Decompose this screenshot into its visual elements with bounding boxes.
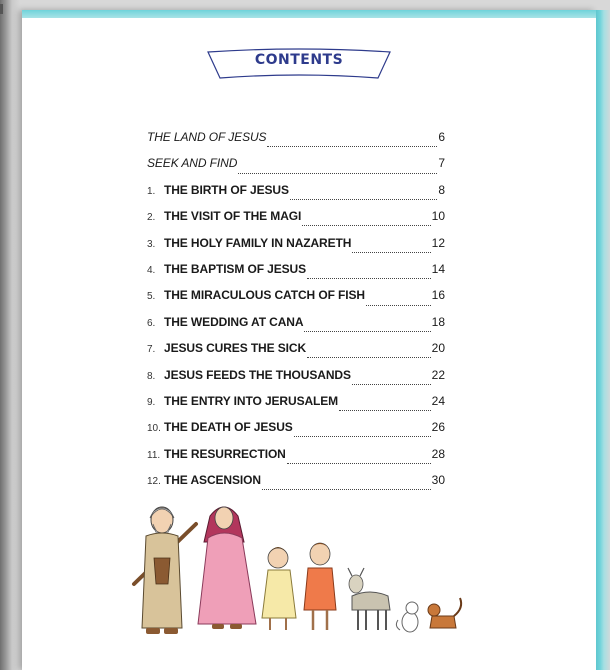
toc-entry-number: 6.	[147, 317, 156, 329]
toc-entry-title: THE BIRTH OF JESUS	[164, 182, 289, 197]
toc-entry[interactable]	[147, 473, 445, 499]
toc-entry[interactable]	[147, 368, 445, 394]
toc-leader-dots	[352, 243, 430, 253]
toc-entry-page: 6	[438, 130, 445, 144]
toc-entry-number: 11.	[147, 449, 161, 461]
toc-entry-title: THE WEDDING AT CANA	[164, 314, 304, 329]
toc-entry-page: 10	[431, 209, 445, 224]
toc-entry-number: 8.	[147, 370, 156, 382]
toc-entry-number: 2.	[147, 212, 156, 224]
toc-leader-dots	[304, 322, 430, 332]
toc-entry-page: 30	[431, 473, 445, 488]
toc-entry-page: 18	[431, 314, 445, 329]
toc-entry[interactable]	[147, 130, 445, 156]
child-figure-red	[304, 543, 336, 630]
mary-figure	[198, 507, 256, 629]
toc-entry-number: 10.	[147, 423, 161, 435]
contents-banner	[206, 48, 392, 82]
window-edge-marker	[0, 4, 3, 14]
toc-leader-dots	[339, 401, 431, 411]
toc-entry-page: 26	[431, 420, 445, 435]
toc-leader-dots	[366, 296, 431, 306]
table-of-contents	[147, 130, 445, 499]
brown-cat-figure	[428, 598, 461, 628]
page-title: CONTENTS	[254, 52, 344, 68]
toc-leader-dots	[302, 216, 430, 226]
toc-entry[interactable]	[147, 262, 445, 288]
toc-entry-number: 7.	[147, 344, 156, 356]
toc-entry-page: 7	[438, 156, 445, 171]
toc-leader-dots	[287, 454, 431, 464]
toc-entry[interactable]	[147, 394, 445, 420]
toc-entry[interactable]	[147, 156, 445, 182]
toc-entry[interactable]	[147, 315, 445, 341]
toc-entry[interactable]	[147, 447, 445, 473]
toc-entry[interactable]	[147, 341, 445, 367]
toc-entry-number: 5.	[147, 291, 156, 303]
toc-leader-dots	[290, 190, 437, 200]
goat-figure	[348, 568, 390, 630]
holy-family-illustration	[120, 498, 480, 658]
toc-entry-title: THE ENTRY INTO JERUSALEM	[164, 393, 339, 408]
toc-entry-title: THE DEATH OF JESUS	[164, 420, 293, 435]
white-cat-figure	[396, 602, 418, 632]
toc-leader-dots	[267, 137, 437, 147]
toc-entry-number: 1.	[147, 185, 156, 197]
toc-entry[interactable]	[147, 236, 445, 262]
toc-leader-dots	[307, 348, 431, 358]
toc-entry[interactable]	[147, 288, 445, 314]
child-figure-yellow	[262, 547, 296, 630]
toc-entry-title: JESUS CURES THE SICK	[164, 341, 307, 356]
toc-entry-title: THE RESURRECTION	[164, 446, 286, 461]
toc-entry-page: 20	[431, 341, 445, 356]
toc-leader-dots	[238, 164, 437, 174]
toc-entry-page: 28	[431, 446, 445, 461]
toc-entry-number: 4.	[147, 264, 156, 276]
toc-entry-title: THE MIRACULOUS CATCH OF FISH	[164, 288, 365, 303]
toc-entry-number: 12.	[147, 476, 161, 488]
page-side-edge	[596, 10, 610, 670]
toc-entry-page: 14	[431, 261, 445, 276]
toc-entry-title: JESUS FEEDS THE THOUSANDS	[164, 367, 351, 382]
toc-leader-dots	[262, 480, 431, 490]
page-top-edge	[22, 10, 610, 18]
toc-leader-dots	[294, 427, 431, 437]
toc-leader-dots	[352, 375, 431, 385]
toc-entry-title: THE BAPTISM OF JESUS	[164, 261, 307, 276]
toc-entry[interactable]	[147, 420, 445, 446]
toc-leader-dots	[307, 269, 431, 279]
toc-entry[interactable]	[147, 209, 445, 235]
toc-entry-title: SEEK AND FIND	[147, 156, 238, 171]
toc-entry-page: 16	[431, 288, 445, 303]
toc-entry-page: 12	[431, 235, 445, 250]
toc-entry[interactable]	[147, 183, 445, 209]
toc-entry-number: 9.	[147, 396, 156, 408]
toc-entry-title: THE LAND OF JESUS	[147, 130, 267, 144]
toc-entry-number: 3.	[147, 238, 156, 250]
toc-entry-page: 24	[431, 393, 445, 408]
toc-entry-title: THE VISIT OF THE MAGI	[164, 209, 302, 224]
toc-entry-page: 22	[431, 367, 445, 382]
toc-entry-page: 8	[438, 182, 445, 197]
toc-entry-title: THE HOLY FAMILY IN NAZARETH	[164, 235, 352, 250]
toc-entry-title: THE ASCENSION	[164, 473, 261, 488]
old-man-figure	[134, 507, 196, 634]
